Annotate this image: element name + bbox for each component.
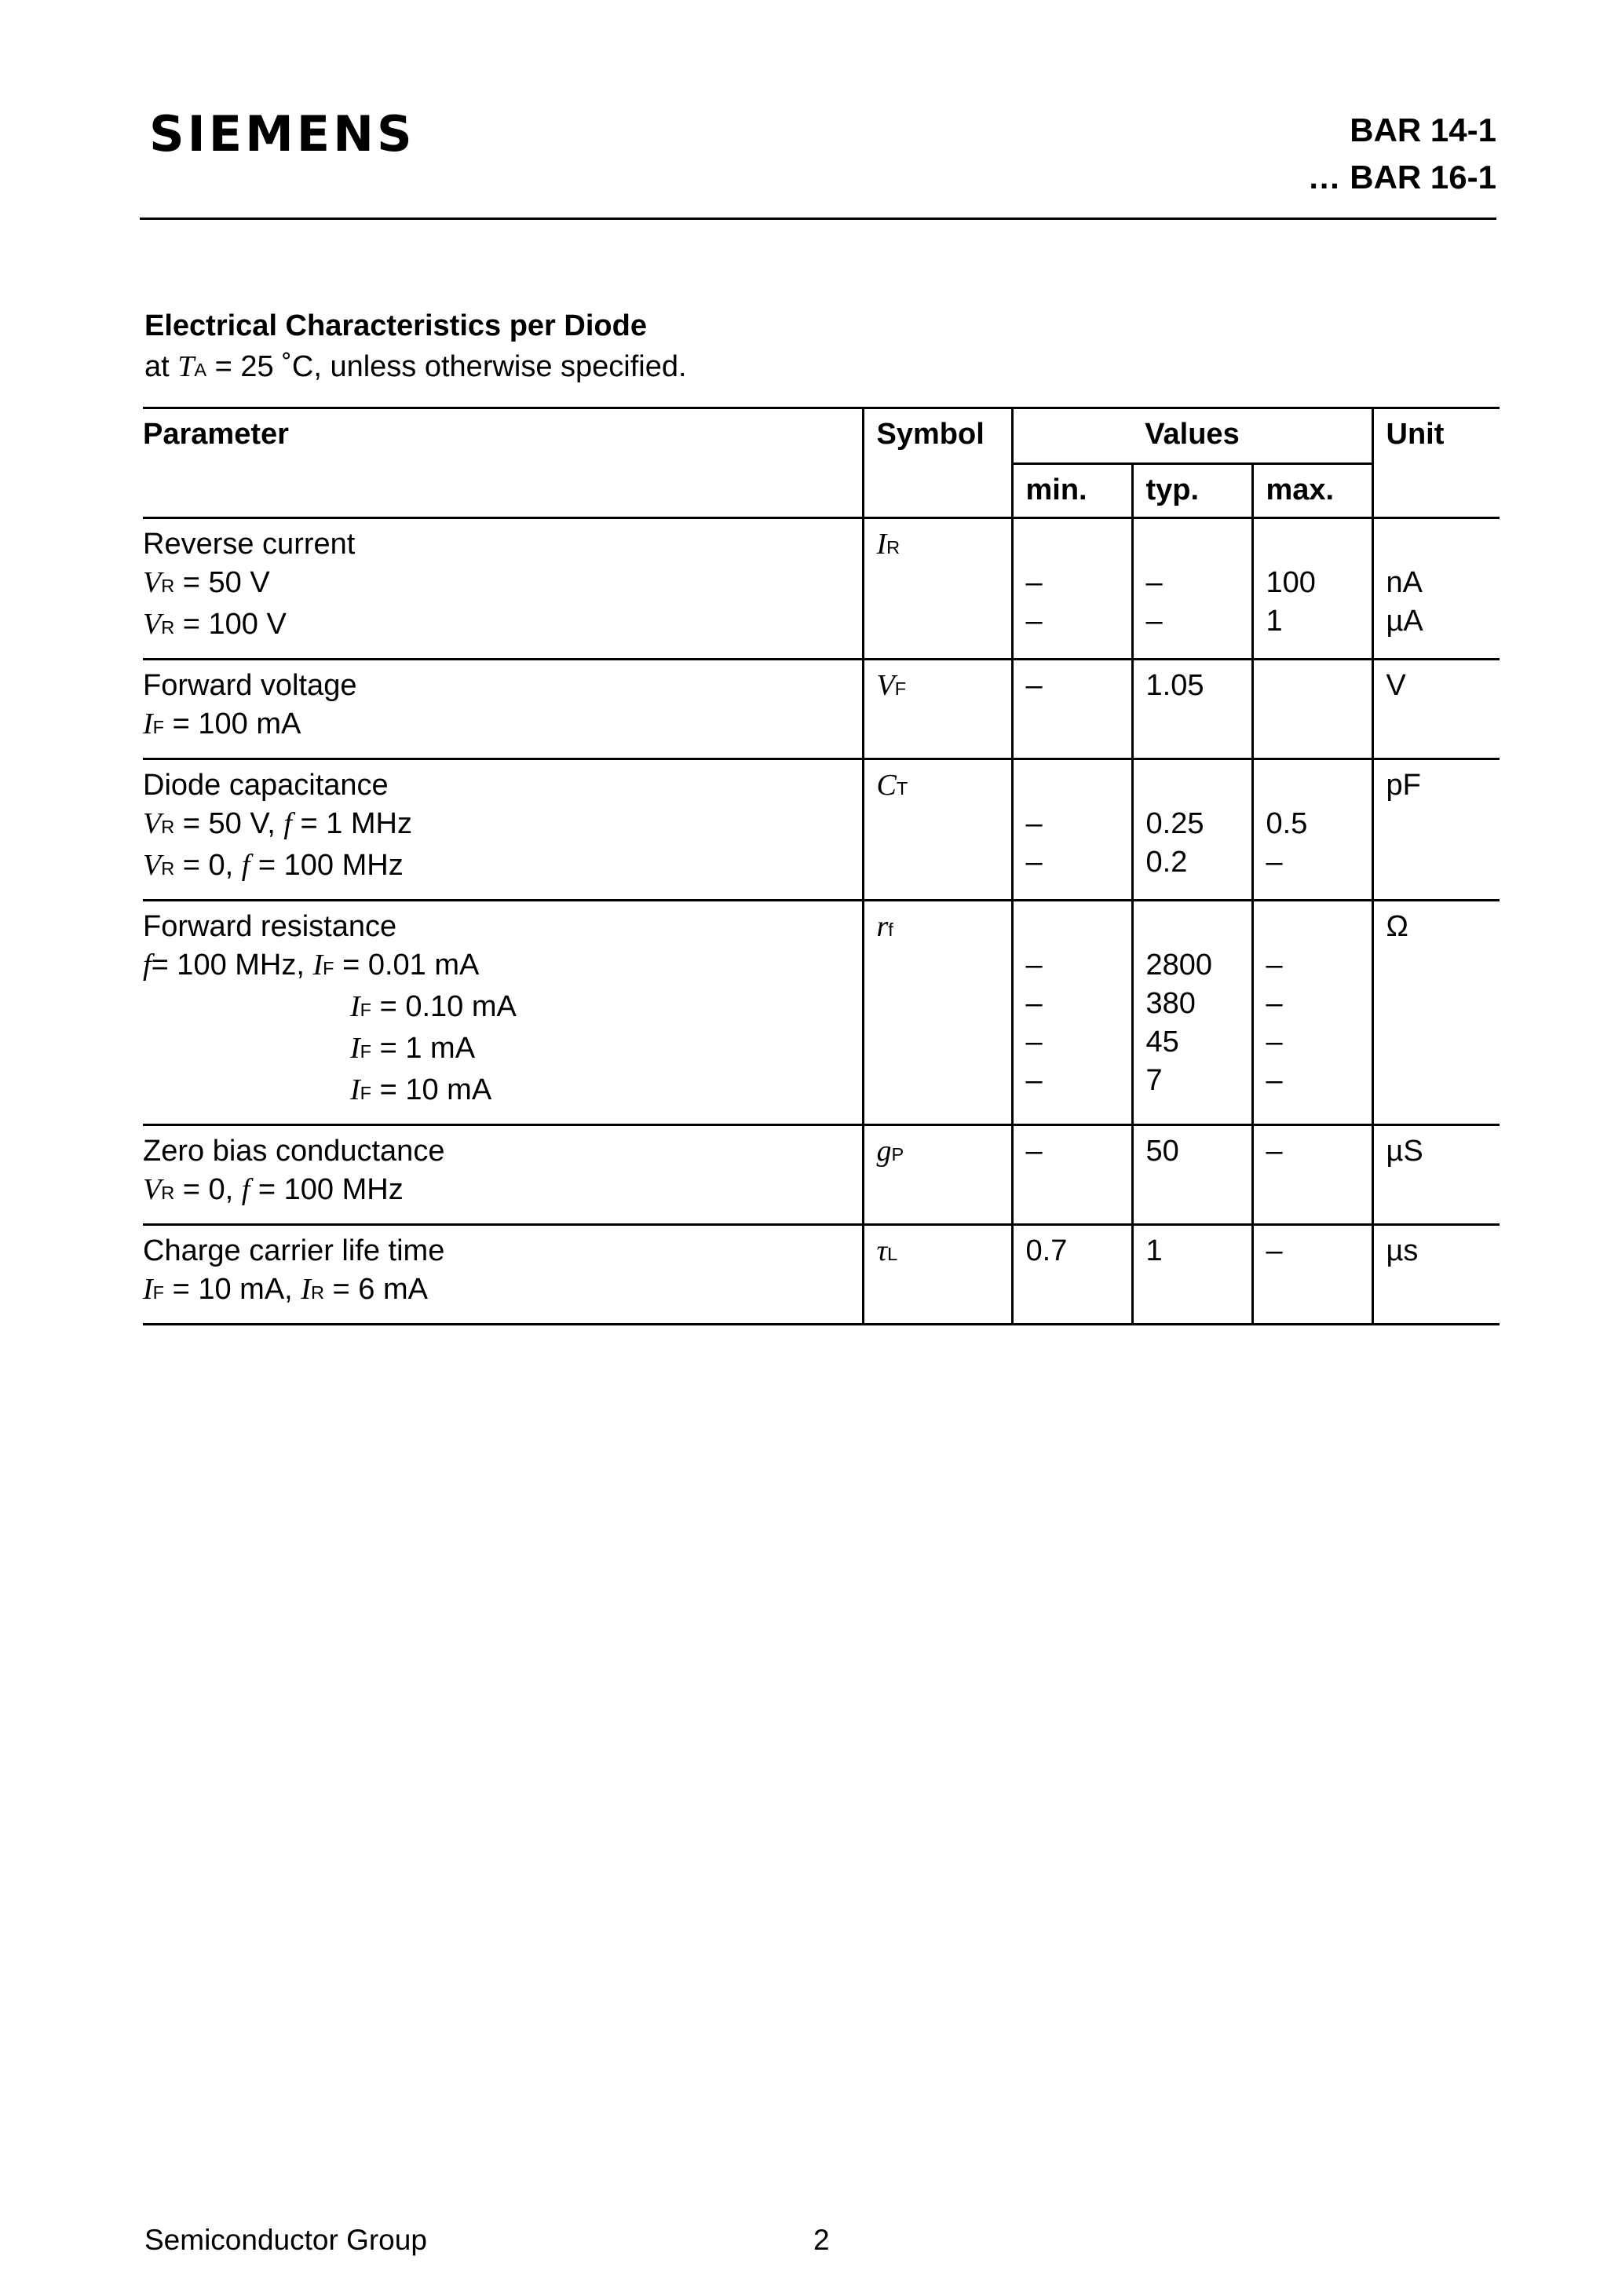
parameter-cell: [143, 518, 863, 660]
test-condition: [143, 1029, 862, 1071]
typ-cell: [1132, 1225, 1252, 1325]
unit-cell: [1372, 518, 1500, 660]
condition-symbol: I: [301, 1273, 311, 1306]
condition-text: = 100 MHz: [250, 1173, 404, 1206]
max-cell: [1252, 660, 1372, 759]
parameter-name: Zero bias conductance: [143, 1135, 445, 1168]
condition-symbol: V: [143, 1173, 162, 1206]
condition-text: = 10 mA: [371, 1073, 492, 1106]
condition-text: = 0.01 mA: [334, 949, 480, 982]
condition-text: = 100 mA: [164, 707, 301, 740]
typ-value: –: [1145, 605, 1163, 638]
symbol-cell: [863, 1125, 1012, 1225]
header-divider: [140, 218, 1496, 220]
condition-symbol: f: [241, 1173, 250, 1206]
min-cell: [1012, 1125, 1132, 1225]
unit-cell: [1372, 660, 1500, 759]
max-value: [1266, 525, 1372, 564]
condition-text: = 0,: [174, 849, 242, 882]
condition-text: = 100 V: [174, 608, 287, 641]
max-value: 0.5: [1266, 807, 1308, 840]
max-cell: [1252, 901, 1372, 1125]
part-number-line1: BAR 14-1: [1350, 112, 1496, 148]
max-value: –: [1266, 949, 1283, 982]
max-value: –: [1266, 1026, 1283, 1058]
typ-cell: [1132, 759, 1252, 901]
typ-cell: [1132, 660, 1252, 759]
unit-value: [1386, 805, 1500, 843]
parameter-cell: [143, 1125, 863, 1225]
max-value: –: [1266, 1135, 1283, 1168]
condition-subscript: F: [360, 1000, 372, 1020]
max-value: 1: [1266, 605, 1283, 638]
min-value: –: [1025, 566, 1043, 599]
parameter-cell: [143, 660, 863, 759]
part-number-line2: … BAR 16-1: [1307, 159, 1496, 196]
condition-subscript: F: [152, 1282, 165, 1303]
condition-text: = 10 mA,: [164, 1273, 301, 1306]
test-condition: [143, 946, 862, 988]
condition-text: = 50 V,: [174, 807, 284, 840]
min-value: 0.7: [1025, 1234, 1068, 1267]
min-value: [1026, 705, 1131, 744]
condition-text: = 1 MHz: [291, 807, 413, 840]
header-min: min.: [1012, 464, 1132, 518]
condition-text: = 1 mA: [371, 1032, 476, 1065]
header-values: Values: [1012, 408, 1372, 464]
min-cell: [1012, 901, 1132, 1125]
typ-value: [1146, 705, 1251, 744]
typ-value: 1.05: [1145, 669, 1204, 702]
symbol-subscript: F: [894, 678, 907, 699]
condition-symbol: V: [143, 566, 162, 599]
parameter-name: Reverse current: [143, 528, 356, 561]
typ-value: [1146, 908, 1251, 946]
min-value: –: [1025, 1026, 1043, 1058]
footer-company: Semiconductor Group: [144, 2224, 427, 2256]
max-value: –: [1266, 1064, 1283, 1097]
condition-text: = 100 MHz,: [151, 949, 313, 982]
typ-value: 380: [1145, 987, 1196, 1020]
symbol-cell: [863, 901, 1012, 1125]
typ-value: –: [1145, 566, 1163, 599]
condition-subscript: F: [152, 717, 165, 737]
condition-text: = 0.10 mA: [371, 990, 517, 1023]
table-row: [143, 1225, 1500, 1325]
min-value: [1026, 525, 1131, 564]
min-value: –: [1025, 1135, 1043, 1168]
max-cell: [1252, 1125, 1372, 1225]
table-row: [143, 518, 1500, 660]
symbol-cell: [863, 660, 1012, 759]
condition-symbol: I: [312, 949, 323, 982]
section-title: Electrical Characteristics per Diode: [144, 309, 647, 342]
part-number: [1308, 107, 1496, 201]
unit-cell: [1372, 901, 1500, 1125]
unit-value: [1386, 946, 1500, 985]
max-value: [1266, 1171, 1372, 1209]
unit-value: [1386, 1023, 1500, 1062]
subtitle-prefix: at: [144, 350, 178, 383]
table-row: [143, 1125, 1500, 1225]
min-cell: [1012, 1225, 1132, 1325]
min-value: [1026, 766, 1131, 805]
typ-value: [1146, 766, 1251, 805]
page-number: 2: [813, 2224, 830, 2256]
unit-value: [1386, 705, 1500, 744]
condition-subscript: R: [161, 1183, 175, 1203]
symbol-subscript: P: [891, 1144, 904, 1164]
max-value: [1266, 1270, 1372, 1309]
unit-cell: [1372, 1225, 1500, 1325]
condition-text: = 50 V: [174, 566, 270, 599]
header-max: max.: [1252, 464, 1372, 518]
subtitle-symbol: T: [177, 350, 195, 383]
section-subtitle: [144, 349, 687, 388]
max-value: –: [1266, 987, 1283, 1020]
condition-symbol: I: [350, 1073, 360, 1106]
header-typ: typ.: [1132, 464, 1252, 518]
table-body: [143, 518, 1500, 1325]
typ-value: [1146, 525, 1251, 564]
max-value: 100: [1266, 566, 1316, 599]
min-value: [1026, 1171, 1131, 1209]
symbol-cell: [863, 518, 1012, 660]
test-condition: [143, 805, 862, 846]
condition-symbol: I: [143, 1273, 153, 1306]
min-value: –: [1025, 807, 1043, 840]
max-value: –: [1266, 1234, 1283, 1267]
test-condition: [143, 605, 862, 647]
typ-cell: [1132, 518, 1252, 660]
typ-value: [1146, 1270, 1251, 1309]
condition-subscript: R: [161, 858, 175, 879]
typ-value: [1146, 1171, 1251, 1209]
symbol-cell: [863, 759, 1012, 901]
unit-value: [1386, 525, 1500, 564]
max-value: [1266, 766, 1372, 805]
table-row: [143, 660, 1500, 759]
condition-symbol: I: [350, 1032, 360, 1065]
parameter-name: Forward resistance: [143, 910, 397, 943]
test-condition: [143, 705, 862, 747]
condition-subscript: F: [360, 1041, 372, 1062]
test-condition: [143, 564, 862, 605]
parameter-name: Forward voltage: [143, 669, 357, 702]
condition-symbol: f: [283, 807, 292, 840]
typ-value: 1: [1145, 1234, 1163, 1267]
min-value: –: [1025, 605, 1043, 638]
subtitle-rest: = 25 ˚C, unless otherwise specified.: [206, 350, 687, 383]
unit-value: µS: [1386, 1135, 1423, 1168]
symbol-subscript: T: [896, 778, 908, 799]
parameter-name: Diode capacitance: [143, 769, 389, 802]
condition-subscript: R: [310, 1282, 324, 1303]
unit-value: µA: [1386, 605, 1423, 638]
parameter-cell: [143, 759, 863, 901]
symbol: r: [876, 910, 889, 943]
symbol-subscript: R: [886, 537, 901, 558]
min-value: [1026, 1270, 1131, 1309]
typ-value: 45: [1145, 1026, 1179, 1058]
max-cell: [1252, 1225, 1372, 1325]
unit-value: [1386, 1171, 1500, 1209]
test-condition: [143, 846, 862, 888]
parameter-cell: [143, 1225, 863, 1325]
typ-value: 0.2: [1145, 846, 1188, 879]
min-cell: [1012, 518, 1132, 660]
unit-value: [1386, 985, 1500, 1023]
symbol-cell: [863, 1225, 1012, 1325]
test-condition: [143, 1171, 862, 1212]
unit-value: µs: [1386, 1234, 1419, 1267]
max-cell: [1252, 518, 1372, 660]
condition-symbol: V: [143, 608, 162, 641]
symbol: τ: [876, 1234, 888, 1267]
condition-symbol: V: [143, 807, 162, 840]
condition-subscript: R: [161, 817, 175, 837]
unit-value: [1386, 843, 1500, 882]
table-row: [143, 759, 1500, 901]
condition-symbol: I: [350, 990, 360, 1023]
unit-value: nA: [1386, 566, 1423, 599]
min-cell: [1012, 660, 1132, 759]
min-value: –: [1025, 1064, 1043, 1097]
header-unit: Unit: [1372, 408, 1500, 518]
min-value: –: [1025, 987, 1043, 1020]
typ-value: 7: [1145, 1064, 1163, 1097]
characteristics-table: [143, 407, 1500, 1325]
typ-cell: [1132, 901, 1252, 1125]
parameter-name: Charge carrier life time: [143, 1234, 445, 1267]
symbol: V: [876, 669, 895, 702]
condition-subscript: F: [360, 1083, 372, 1103]
unit-value: [1386, 1062, 1500, 1100]
symbol-subscript: L: [887, 1244, 898, 1264]
unit-value: V: [1386, 669, 1406, 702]
condition-symbol: V: [143, 849, 162, 882]
typ-cell: [1132, 1125, 1252, 1225]
min-value: –: [1025, 949, 1043, 982]
condition-subscript: F: [323, 958, 334, 978]
unit-value: [1386, 1270, 1500, 1309]
max-value: [1266, 667, 1372, 705]
max-value: [1266, 908, 1372, 946]
condition-symbol: f: [241, 849, 250, 882]
symbol: C: [876, 769, 897, 802]
symbol: g: [876, 1135, 892, 1168]
unit-value: Ω: [1386, 910, 1408, 943]
condition-subscript: R: [161, 617, 175, 638]
max-cell: [1252, 759, 1372, 901]
symbol-subscript: f: [888, 919, 893, 940]
min-value: –: [1025, 846, 1043, 879]
min-value: [1026, 908, 1131, 946]
condition-text: = 6 mA: [323, 1273, 428, 1306]
condition-text: = 0,: [174, 1173, 242, 1206]
typ-value: 2800: [1145, 949, 1213, 982]
typ-value: 0.25: [1145, 807, 1204, 840]
condition-symbol: I: [143, 707, 153, 740]
symbol: I: [876, 528, 887, 561]
condition-text: = 100 MHz: [250, 849, 404, 882]
unit-cell: [1372, 1125, 1500, 1225]
condition-subscript: R: [161, 576, 175, 596]
min-value: –: [1025, 669, 1043, 702]
parameter-cell: [143, 901, 863, 1125]
table-row: [143, 901, 1500, 1125]
unit-value: pF: [1386, 769, 1421, 802]
test-condition: [143, 1270, 862, 1312]
subtitle-subscript: A: [194, 360, 207, 380]
min-cell: [1012, 759, 1132, 901]
test-condition: [143, 1071, 862, 1113]
max-value: –: [1266, 846, 1283, 879]
typ-value: 50: [1145, 1135, 1179, 1168]
siemens-logo: SIEMENS: [149, 105, 415, 163]
header-symbol: Symbol: [863, 408, 1012, 518]
test-condition: [143, 988, 862, 1029]
max-value: [1266, 705, 1372, 744]
header-parameter: Parameter: [143, 408, 863, 518]
condition-symbol: f: [143, 949, 152, 982]
unit-cell: [1372, 759, 1500, 901]
